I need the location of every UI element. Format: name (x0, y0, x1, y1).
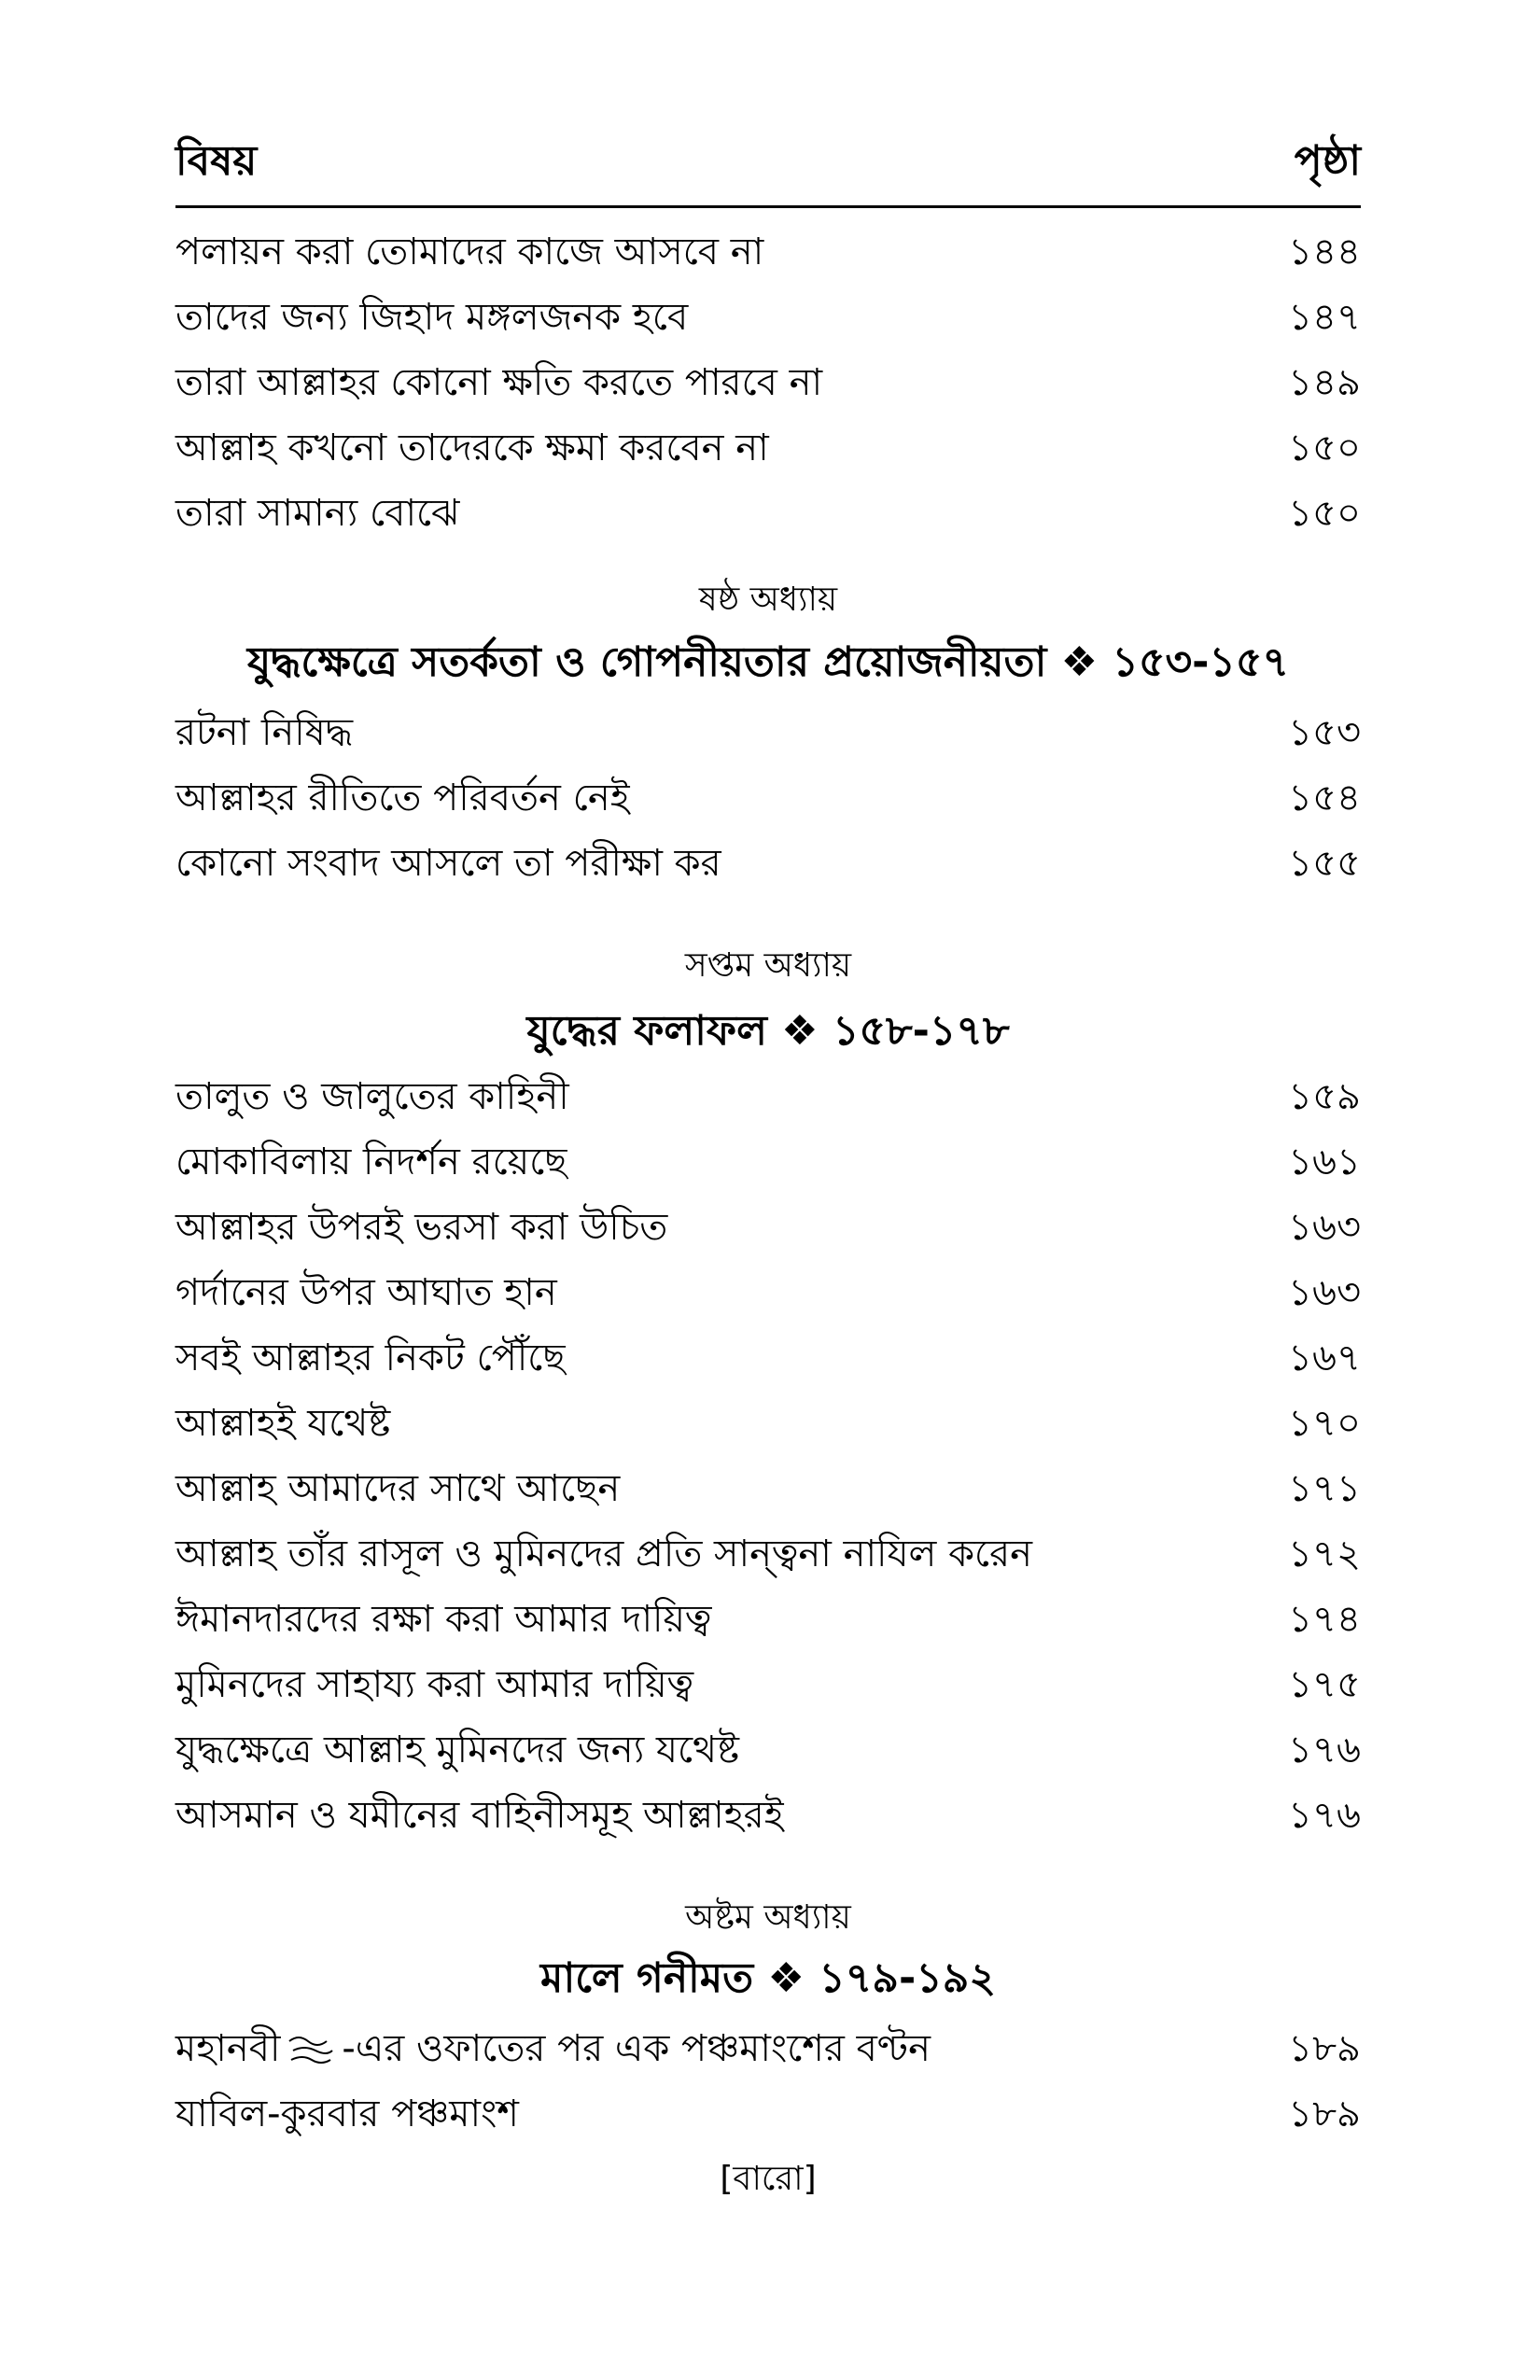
entry-page: ১৫৩ (1288, 711, 1361, 754)
entry-page: ১৮৯ (1288, 2093, 1361, 2135)
entry-title: কোনো সংবাদ আসলে তা পরীক্ষা কর (175, 842, 721, 885)
toc-entry[interactable] (175, 355, 1361, 411)
toc-entry[interactable] (175, 770, 1361, 826)
toc-entry[interactable] (175, 1461, 1361, 1517)
entry-page: ১৭১ (1288, 1467, 1361, 1510)
toc-entry[interactable] (175, 1526, 1361, 1582)
toc-entry[interactable] (175, 1657, 1361, 1713)
entry-page: ১৪৯ (1288, 361, 1361, 404)
toc-entry[interactable] (175, 705, 1361, 761)
toc-entry[interactable] (175, 2086, 1361, 2142)
toc-entry[interactable] (175, 485, 1361, 541)
page-number-footer: [বারো] (720, 2160, 817, 2198)
entry-title: তালুত ও জালুতের কাহিনী (175, 1075, 569, 1118)
entry-title: মোকাবিলায় নিদর্শন রয়েছে (175, 1141, 567, 1183)
toc-entry[interactable] (175, 1787, 1361, 1843)
subject-heading: বিষয় (175, 137, 258, 185)
entry-page: ১৬৭ (1288, 1337, 1361, 1379)
entry-page: ১৫০ (1288, 427, 1361, 469)
entry-page: ১৫০ (1288, 492, 1361, 535)
entry-title: মুমিনদের সাহায্য করা আমার দায়িত্ব (175, 1663, 694, 1706)
toc-entry[interactable] (175, 1330, 1361, 1386)
toc-entry[interactable] (175, 420, 1361, 476)
toc-header (175, 137, 1361, 208)
entry-title-end: -এর ওফাতের পর এক পঞ্চমাংশের বণ্টন (342, 2027, 931, 2070)
entry-title: তারা সামান্য বোঝে (175, 492, 460, 535)
entry-title: তারা আল্লাহর কোনো ক্ষতি করতে পারবে না (175, 361, 823, 404)
entry-title: তাদের জন্য জিহাদ মঙ্গলজনক হবে (175, 296, 689, 339)
chapter-7-label: সপ্তম অধ্যায় (684, 946, 852, 985)
toc-entry[interactable] (175, 835, 1361, 891)
entry-title: আল্লাহ আমাদের সাথে আছেন (175, 1467, 621, 1510)
entry-page: ১৭৬ (1288, 1794, 1361, 1837)
chapter-6-title: যুদ্ধক্ষেত্রে সতর্কতা ও গোপনীয়তার প্রয়োজনীয়তা ❖ ১৫৩-১৫৭ (246, 638, 1290, 686)
entry-title: পলায়ন করা তোমাদের কাজে আসবে না (175, 231, 764, 273)
toc-entry[interactable] (175, 1134, 1361, 1190)
toc-entry[interactable] (175, 289, 1361, 345)
chapter-8-title: মালে গনীমত ❖ ১৭৯-১৯২ (540, 1954, 996, 2002)
entry-title-start: মহানবী (175, 2027, 281, 2070)
toc-entry[interactable] (175, 1591, 1361, 1647)
entry-title: ঈমানদারদের রক্ষা করা আমার দায়িত্ব (175, 1598, 712, 1641)
entry-title: যাবিল-কুরবার পঞ্চমাংশ (175, 2093, 519, 2135)
entry-title: আল্লাহর রীতিতে পরিবর্তন নেই (175, 777, 630, 819)
entry-page: ১৬৩ (1288, 1271, 1361, 1314)
entry-page: ১৭৫ (1288, 1663, 1361, 1706)
entry-title: যুদ্ধক্ষেত্রে আল্লাহ মুমিনদের জন্য যথেষ্ট (175, 1729, 739, 1771)
toc-entry[interactable] (175, 1069, 1361, 1125)
chapter-7-title: যুদ্ধের ফলাফল ❖ ১৫৮-১৭৮ (526, 1007, 1010, 1055)
toc-entry[interactable] (175, 1199, 1361, 1255)
honorific-calligraphy-icon (286, 2032, 336, 2069)
toc-entry[interactable] (175, 224, 1361, 280)
entry-page: ১৭২ (1288, 1533, 1361, 1575)
toc-entry[interactable] (175, 1722, 1361, 1778)
entry-page: ১৫৯ (1288, 1075, 1361, 1118)
entry-title: আল্লাহই যথেষ্ট (175, 1402, 391, 1445)
entry-title: গর্দানের উপর আঘাত হান (175, 1271, 557, 1314)
entry-title (175, 2021, 931, 2077)
entry-page: ১৪৪ (1288, 231, 1361, 273)
chapter-6-label: ষষ্ঠ অধ্যায় (698, 581, 838, 619)
entry-title: আসমান ও যমীনের বাহিনীসমূহ আল্লাহরই (175, 1794, 784, 1837)
entry-title: সবই আল্লাহর নিকট পৌঁছে (175, 1337, 566, 1379)
chapter-8-label: অষ্টম অধ্যায় (685, 1898, 851, 1937)
entry-page: ১৮৯ (1288, 2027, 1361, 2070)
entry-page: ১৬১ (1288, 1141, 1361, 1183)
entry-page: ১৬৩ (1288, 1206, 1361, 1249)
entry-title: আল্লাহ তাঁর রাসূল ও মুমিনদের প্রতি সান্ত্বনা নাযিল করেন (175, 1533, 1032, 1575)
toc-entry[interactable] (175, 1265, 1361, 1321)
toc-entry[interactable] (175, 1395, 1361, 1451)
entry-page: ১৫৪ (1288, 777, 1361, 819)
entry-page: ১৭০ (1288, 1402, 1361, 1445)
entry-page: ১৫৫ (1288, 842, 1361, 885)
entry-title: রটনা নিষিদ্ধ (175, 711, 354, 754)
toc-entry[interactable] (175, 2021, 1361, 2077)
page-heading: পৃষ্ঠা (1294, 137, 1361, 185)
entry-title: আল্লাহ কখনো তাদেরকে ক্ষমা করবেন না (175, 427, 769, 469)
entry-title: আল্লাহর উপরই ভরসা করা উচিত (175, 1206, 668, 1249)
entry-page: ১৪৭ (1288, 296, 1361, 339)
entry-page: ১৭৪ (1288, 1598, 1361, 1641)
entry-page: ১৭৬ (1288, 1729, 1361, 1771)
